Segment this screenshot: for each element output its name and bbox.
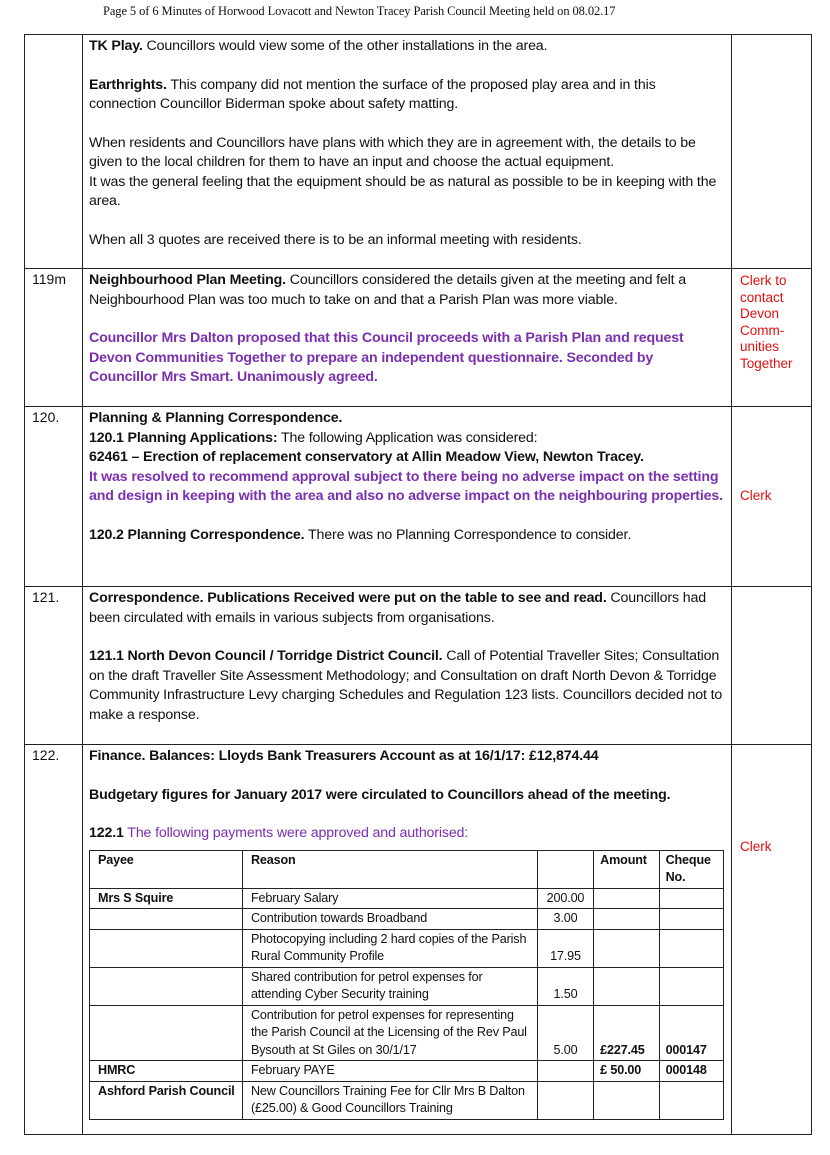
cheque-cell: [659, 888, 723, 909]
resolution-text: Councillor Mrs Dalton proposed that this Council proceeds with a Parish Plan and request Devon Communities Together to prepare an independent questionnaire. Seconded by Councillor Mrs Smart. Unanimously agreed.: [89, 330, 684, 385]
reason-cell: Contribution towards Broadband: [242, 909, 537, 930]
minutes-table: [24, 34, 812, 1135]
page-header: Page 5 of 6 Minutes of Horwood Lovacott and Newton Tracey Parish Council Meeting held on 08.02.17: [103, 4, 616, 18]
minute-number: 119m: [25, 269, 83, 407]
minute-number: 121.: [25, 587, 83, 745]
column-header: Payee: [90, 850, 243, 888]
amount-cell: [594, 967, 659, 1005]
action-line: Devon: [740, 306, 780, 321]
sub-title: 120.1 Planning Applications:: [89, 429, 278, 446]
amount-cell: £ 50.00: [594, 1061, 659, 1082]
cheque-cell: 000147: [659, 1005, 723, 1061]
action-cell: [732, 35, 812, 269]
minute-body-cell: [83, 407, 732, 587]
cheque-cell: [659, 909, 723, 930]
item-amount-cell: 1.50: [537, 967, 593, 1005]
cheque-cell: [659, 967, 723, 1005]
paragraph: It was the general feeling that the equipment should be as natural as possible to be in keeping with the area.: [89, 173, 717, 209]
action-line: Clerk to: [740, 273, 787, 288]
amount-cell: [594, 929, 659, 967]
paragraph: When all 3 quotes are received there is to be an informal meeting with residents.: [89, 231, 582, 248]
minute-number: 122.: [25, 745, 83, 1135]
reason-cell: New Councillors Training Fee for Cllr Mrs B Dalton (£25.00) & Good Councillors Training: [242, 1081, 537, 1119]
action-line: contact: [740, 289, 784, 305]
payee-cell: [90, 909, 243, 930]
minute-body-cell: [83, 587, 732, 745]
column-header: Amount: [594, 850, 659, 888]
item-amount-cell: [537, 1061, 593, 1082]
table-row: [90, 1005, 724, 1061]
item-amount-cell: 17.95: [537, 929, 593, 967]
payee-cell: [90, 967, 243, 1005]
sub-text: The following Application was considered:: [277, 429, 538, 446]
tk-text: Councillors would view some of the other installations in the area.: [142, 38, 548, 54]
resolution-text: It was resolved to recommend approval subject to there being no adverse impact on the setting and design in keeping with the area and also no adverse impact on the neighbouring properties.: [89, 468, 723, 504]
payee-cell: HMRC: [90, 1061, 243, 1082]
action-cell: [732, 745, 812, 1135]
sub-title: 121.1 North Devon Council / Torridge District Council.: [89, 648, 443, 664]
minute-row-121: [25, 587, 812, 745]
minute-number-cell: [25, 35, 83, 269]
minute-body-cell: [83, 745, 732, 1135]
action-line: Comm-: [740, 322, 785, 338]
minute-body-cell: [83, 35, 732, 269]
column-header: Cheque No.: [659, 850, 723, 888]
earth-title: Earthrights.: [89, 76, 167, 93]
table-row: [90, 1061, 724, 1082]
action-line: Clerk: [740, 839, 772, 854]
cheque-cell: [659, 929, 723, 967]
minute-title: Correspondence. Publications Received were put on the table to see and read.: [89, 590, 607, 606]
amount-cell: [594, 909, 659, 930]
payments-header-row: [90, 850, 724, 888]
reason-cell: Shared contribution for petrol expenses for attending Cyber Security training: [242, 967, 537, 1005]
cheque-cell: [659, 1081, 723, 1119]
minute-row-122: [25, 745, 812, 1135]
minute-body-cell: [83, 269, 732, 407]
minute-title: Planning & Planning Correspondence.: [89, 410, 343, 426]
minute-number: 120.: [25, 407, 83, 587]
item-amount-cell: 5.00: [537, 1005, 593, 1061]
action-line: unities: [740, 339, 780, 354]
table-row: [90, 1081, 724, 1119]
payee-cell: Ashford Parish Council: [90, 1081, 243, 1119]
reason-cell: February Salary: [242, 888, 537, 909]
payments-text: The following payments were approved and authorised:: [123, 825, 469, 841]
amount-cell: £227.45: [594, 1005, 659, 1061]
item-amount-cell: 200.00: [537, 888, 593, 909]
balances-text: Finance. Balances: Lloyds Bank Treasurers Account as at 16/1/17: £12,874.44: [89, 748, 599, 764]
minute-row-119m: [25, 269, 812, 407]
budget-text: Budgetary figures for January 2017 were circulated to Councillors ahead of the meeting.: [89, 786, 671, 803]
table-row: [90, 967, 724, 1005]
minute-text: Councillors had been circulated with emails in various subjects from organisations.: [89, 590, 706, 626]
application-text: 62461 – Erection of replacement conservatory at Allin Meadow View, Newton Tracey.: [89, 449, 644, 465]
table-row: [90, 888, 724, 909]
sub-title: 120.2 Planning Correspondence.: [89, 526, 305, 543]
action-line: Together: [740, 355, 793, 371]
action-cell: [732, 269, 812, 407]
table-row: [90, 929, 724, 967]
payee-cell: [90, 1005, 243, 1061]
tk-title: TK Play.: [89, 38, 143, 54]
minute-text: Councillors considered the details given at the meeting and felt a Neighbourhood Plan was too much to take on and that a Parish Plan was more viable.: [89, 272, 686, 308]
table-row: [90, 909, 724, 930]
cheque-cell: 000148: [659, 1061, 723, 1082]
sub-text: Call of Potential Traveller Sites; Consultation on the draft Traveller Site Assessment Methodology; and Consultation on draft North Devon & Torridge Community Infrastructure Levy charging Schedules and Regulation 123 lists. Councillors decided not to make a response.: [89, 648, 723, 723]
reason-cell: Contribution for petrol expenses for representing the Parish Council at the Licensing of the Rev Paul Bysouth at St Giles on 30/1/17: [242, 1005, 537, 1061]
item-amount-cell: 3.00: [537, 909, 593, 930]
action-line: Clerk: [740, 488, 772, 504]
minute-title: Neighbourhood Plan Meeting.: [89, 272, 286, 288]
column-header: [537, 850, 593, 888]
minute-row-continuation: [25, 35, 812, 269]
action-cell: [732, 407, 812, 587]
payee-cell: Mrs S Squire: [90, 888, 243, 909]
minute-row-120: [25, 407, 812, 587]
amount-cell: [594, 1081, 659, 1119]
paragraph: When residents and Councillors have plans with which they are in agreement with, the details to be given to the local children for them to have an input and choose the actual equipment.: [89, 134, 696, 170]
action-cell: [732, 587, 812, 745]
payments-number: 122.1: [89, 825, 124, 841]
earth-text: This company did not mention the surface of the proposed play area and in this connection Councillor Biderman spoke about safety matting.: [89, 76, 656, 112]
reason-cell: February PAYE: [242, 1061, 537, 1082]
reason-cell: Photocopying including 2 hard copies of the Parish Rural Community Profile: [242, 929, 537, 967]
sub-text: There was no Planning Correspondence to consider.: [304, 526, 632, 543]
payments-table: [89, 850, 724, 1120]
column-header: Reason: [242, 850, 537, 888]
item-amount-cell: [537, 1081, 593, 1119]
payee-cell: [90, 929, 243, 967]
amount-cell: [594, 888, 659, 909]
